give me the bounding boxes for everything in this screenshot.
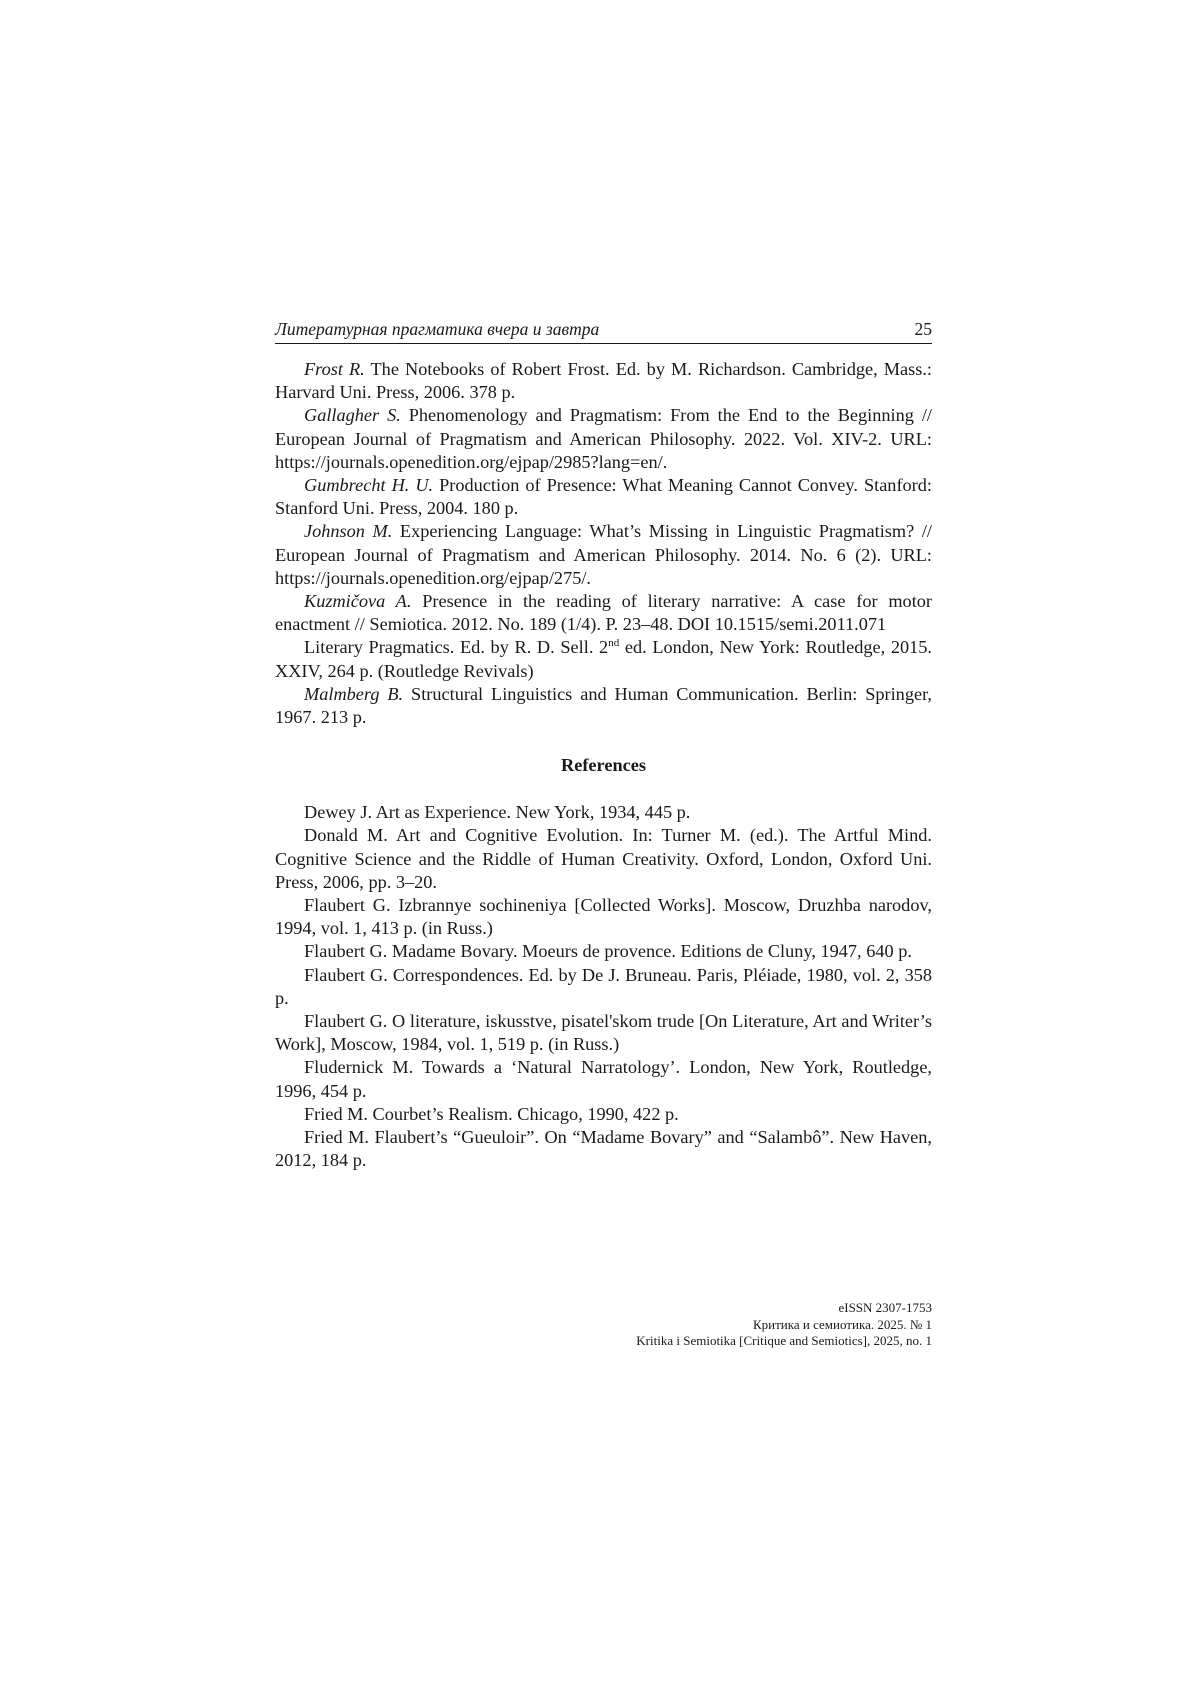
footer-issn: eISSN 2307-1753 bbox=[560, 1300, 932, 1317]
literature-text: Structural Linguistics and Human Communication. Berlin: Springer, 1967. 213 p. bbox=[275, 684, 932, 727]
literature-text: Presence in the reading of literary narrative: A case for motor enactment // Semiotica. 2012. No. 189 (1/4). P. 23–48. DOI 10.1515/semi.​2011.071 bbox=[275, 591, 932, 634]
literature-item bbox=[275, 590, 932, 636]
references-heading: References bbox=[275, 754, 932, 777]
literature-item bbox=[275, 520, 932, 590]
literature-author: Kuzmičova A. bbox=[304, 591, 411, 611]
literature-item bbox=[275, 683, 932, 729]
footer-journal-en: Kritika i Semiotika [Critique and Semiotics], 2025, no. 1 bbox=[560, 1333, 932, 1350]
running-head bbox=[275, 318, 932, 344]
reference-item: Flaubert G. O literature, iskusstve, pisatel'skom trude [On Literature, Art and Writer’s Work], Moscow, 1984, vol. 1, 519 p. (in Russ.) bbox=[275, 1010, 932, 1056]
reference-item: Fludernick M. Towards a ‘Natural Narratology’. London, New York, Rout­ledge, 1996, 454 p. bbox=[275, 1056, 932, 1102]
reference-item: Flaubert G. Correspondences. Ed. by De J. Bruneau. Paris, Pléiade, 1980, vol. 2, 358 p. bbox=[275, 964, 932, 1010]
page-number: 25 bbox=[915, 318, 933, 340]
literature-item bbox=[275, 404, 932, 474]
literature-text: Production of Presence: What Meaning Cannot Convey. Stanford: Stanford Uni. Press, 2004. 180 p. bbox=[275, 475, 932, 518]
reference-item: Fried M. Courbet’s Realism. Chicago, 1990, 422 p. bbox=[275, 1103, 932, 1126]
literature-list bbox=[275, 358, 932, 729]
literature-author: Malmberg B. bbox=[304, 684, 403, 704]
reference-item: Flaubert G. Izbrannye sochineniya [Collected Works]. Moscow, Druzhba narodov, 1994, vol. 1, 413 p. (in Russ.) bbox=[275, 894, 932, 940]
page-body bbox=[275, 318, 932, 1173]
reference-item: Dewey J. Art as Experience. New York, 1934, 445 p. bbox=[275, 801, 932, 824]
literature-text: ed. London, New York: Rout­ledge, 2015. XXIV, 264 p. (Routledge Revivals) bbox=[275, 637, 932, 680]
reference-item: Donald M. Art and Cognitive Evolution. In: Turner M. (ed.). The Artful Mind. Cognitive Science and the Riddle of Human Creativity. Oxford, London, Oxford Uni. Press, 2006, pp. 3–20. bbox=[275, 824, 932, 894]
literature-text: Literary Pragmatics. Ed. by R. D. Sell. 2 bbox=[304, 637, 608, 657]
footer-journal-ru: Критика и семиотика. 2025. № 1 bbox=[560, 1317, 932, 1334]
literature-text: Phenomenology and Pragmatism: From the End to the Begin­ning // European Journal of Pragmatism and American Philosophy. 2022. Vol. XIV-2. URL: https://journals.openedition.org/ejpap/2985?lang=en/. bbox=[275, 405, 932, 471]
literature-author: Johnson M. bbox=[304, 521, 392, 541]
literature-author: Gallagher S. bbox=[304, 405, 401, 425]
running-head-title: Литературная прагматика вчера и завтра bbox=[275, 318, 599, 340]
literature-author: Frost R. bbox=[304, 359, 365, 379]
literature-author: Gumbrecht H. U. bbox=[304, 475, 433, 495]
literature-item bbox=[275, 474, 932, 520]
reference-item: Fried M. Flaubert’s “Gueuloir”. On “Madame Bovary” and “Salambô”. New Haven, 2012, 184 p. bbox=[275, 1126, 932, 1172]
literature-text: The Notebooks of Robert Frost. Ed. by M. Richardson. Cambridge, Mass.: Harvard Uni. Press, 2006. 378 p. bbox=[275, 359, 932, 402]
journal-footer bbox=[560, 1300, 932, 1350]
ordinal-superscript: nd bbox=[608, 637, 619, 649]
literature-item bbox=[275, 358, 932, 404]
literature-text: Experiencing Language: What’s Missing in Linguistic Pragma­tism? // European Journal of Pragmatism and American Philosophy. 2014. No. 6 (2). URL: https://journals.openedition.org/ejpap/275/. bbox=[275, 521, 932, 587]
references-list bbox=[275, 801, 932, 1172]
reference-item: Flaubert G. Madame Bovary. Moeurs de provence. Editions de Cluny, 1947, 640 p. bbox=[275, 940, 932, 963]
literature-item bbox=[275, 636, 932, 682]
